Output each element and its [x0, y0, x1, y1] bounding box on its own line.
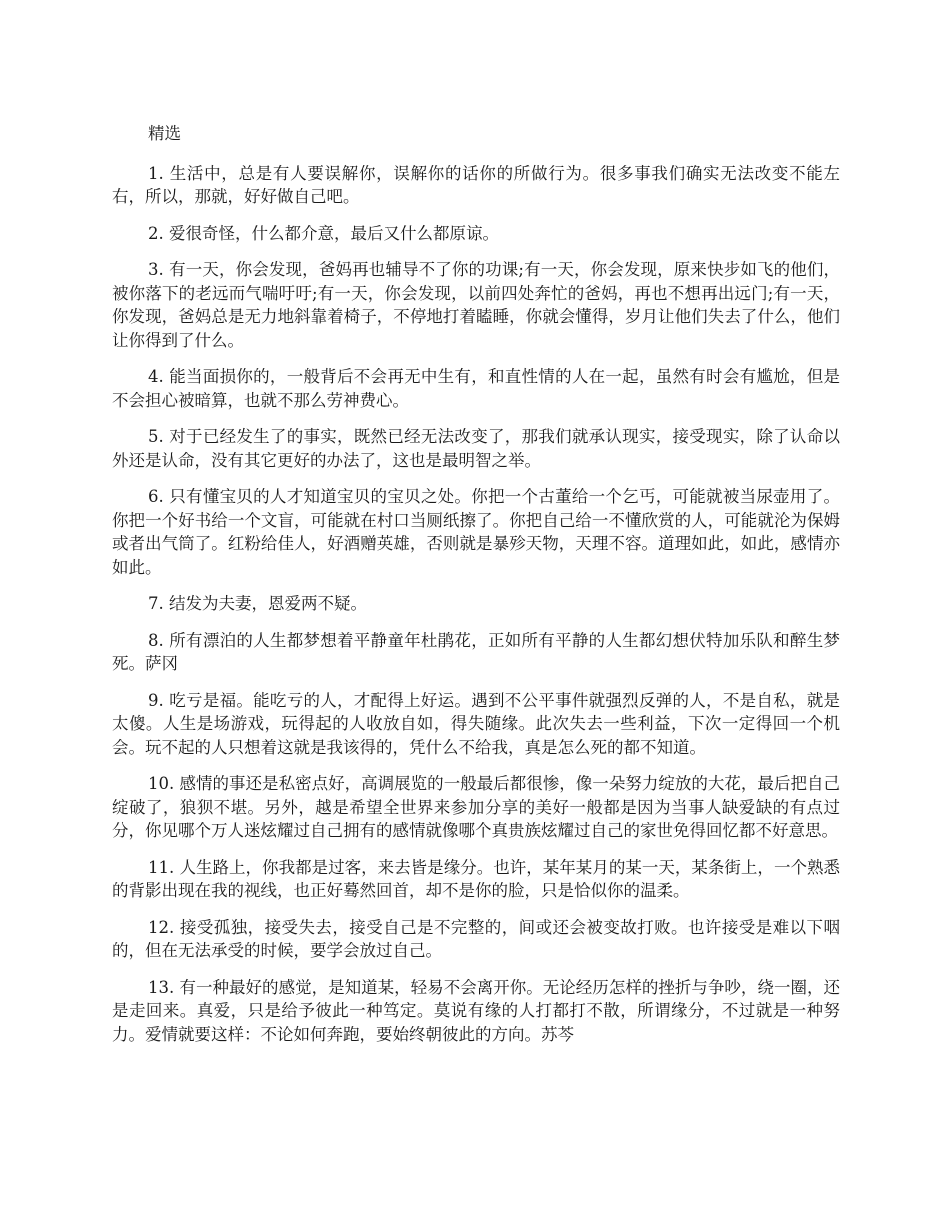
- paragraph-11: 11. 人生路上，你我都是过客，来去皆是缘分。也许，某年某月的某一天，某条街上，一个熟悉的背影出现在我的视线，也正好蓦然回首，却不是你的脸，只是恰似你的温柔。: [112, 857, 840, 900]
- paragraph-6: 6. 只有懂宝贝的人才知道宝贝的宝贝之处。你把一个古董给一个乞丐，可能就被当尿壶用了。你把一个好书给一个文盲，可能就在村口当厕纸擦了。你把自己给一不懂欣赏的人，可能就沦为保姆或者出气筒了。红粉给佳人，好酒赠英雄，否则就是暴殄天物，天理不容。道理如此，如此，感情亦如此。: [112, 487, 840, 577]
- paragraph-8: 8. 所有漂泊的人生都梦想着平静童年杜鹃花，正如所有平静的人生都幻想伏特加乐队和醉生梦死。萨冈: [112, 630, 840, 673]
- paragraph-7: 7. 结发为夫妻，恩爱两不疑。: [148, 594, 367, 613]
- paragraph-1: 1. 生活中，总是有人要误解你，误解你的话你的所做行为。很多事我们确实无法改变不能左右，所以，那就，好好做自己吧。: [112, 163, 840, 206]
- paragraph-10: 10. 感情的事还是私密点好，高调展览的一般最后都很惨，像一朵努力绽放的大花，最后把自己绽破了，狼狈不堪。另外，越是希望全世界来参加分享的美好一般都是因为当事人缺爱缺的有点过分，你见哪个万人迷炫耀过自己拥有的感情就像哪个真贵族炫耀过自己的家世免得回忆都不好意思。: [112, 774, 840, 840]
- paragraph-13: 13. 有一种最好的感觉，是知道某，轻易不会离开你。无论经历怎样的挫折与争吵，绕一圈，还是走回来。真爱，只是给予彼此一种笃定。莫说有缘的人打都打不散，所谓缘分，不过就是一种努力。爱情就要这样：不论如何奔跑，要始终朝彼此的方向。苏芩: [112, 977, 840, 1044]
- document-heading: 精选: [148, 124, 181, 143]
- paragraph-3: 3. 有一天，你会发现，爸妈再也辅导不了你的功课;有一天，你会发现，原来快步如飞的他们，被你落下的老远而气喘吁吁;有一天，你会发现，以前四处奔忙的爸妈，再也不想再出远门;有一天，你发现，爸妈总是无力地斜靠着椅子，不停地打着瞌睡，你就会懂得，岁月让他们失去了什么，他们让你得到了什么。: [112, 260, 840, 350]
- document-page: [112, 122, 840, 1059]
- paragraph-12: 12. 接受孤独，接受失去，接受自己是不完整的，间或还会被变故打败。也许接受是难以下咽的，但在无法承受的时候，要学会放过自己。: [112, 917, 840, 960]
- paragraph-9: 9. 吃亏是福。能吃亏的人，才配得上好运。遇到不公平事件就强烈反弹的人，不是自私，就是太傻。人生是场游戏，玩得起的人收放自如，得失随缘。此次失去一些利益，下次一定得回一个机会。玩不起的人只想着这就是我该得的，凭什么不给我，真是怎么死的都不知道。: [112, 690, 840, 757]
- paragraph-2: 2. 爱很奇怪，什么都介意，最后又什么都原谅。: [148, 223, 499, 243]
- paragraph-4: 4. 能当面损你的，一般背后不会再无中生有，和直性情的人在一起，虽然有时会有尴尬，但是不会担心被暗算，也就不那么劳神费心。: [112, 367, 840, 410]
- paragraph-5: 5. 对于已经发生了的事实，既然已经无法改变了，那我们就承认现实，接受现实，除了认命以外还是认命，没有其它更好的办法了，这也是最明智之举。: [112, 427, 840, 470]
